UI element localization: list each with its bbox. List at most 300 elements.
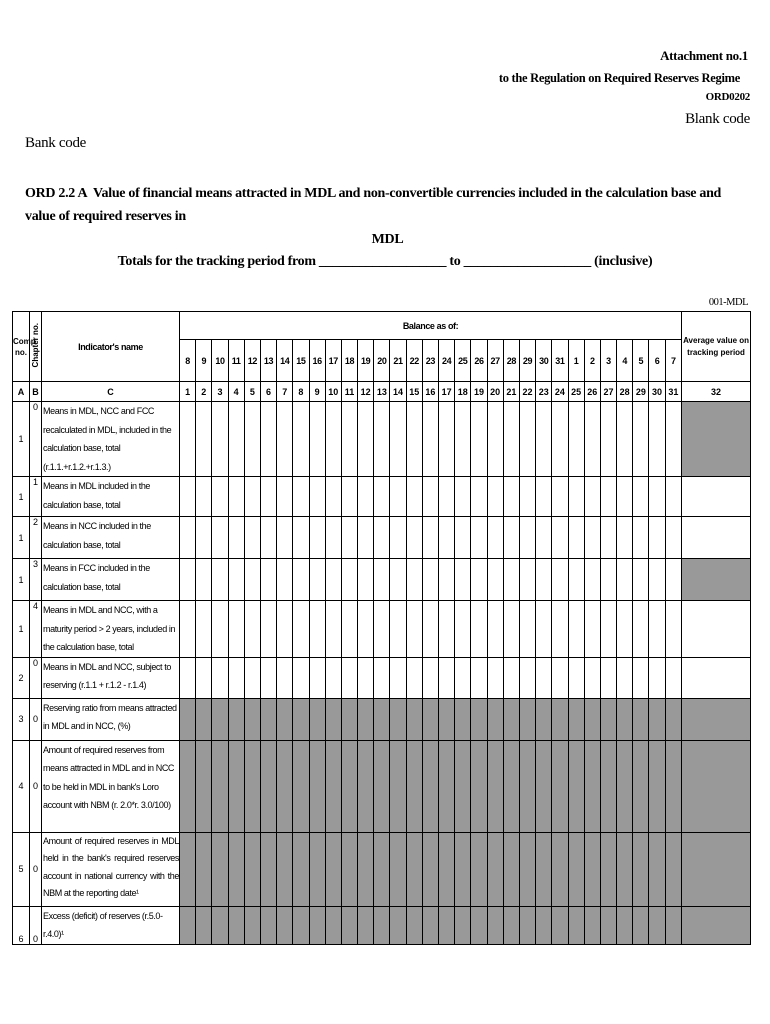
balance-cell[interactable] [633,402,649,477]
balance-cell [519,906,535,944]
balance-cell[interactable] [471,657,487,698]
balance-cell[interactable] [422,559,438,601]
balance-cell[interactable] [600,657,616,698]
balance-cell[interactable] [196,477,212,517]
balance-cell [325,906,341,944]
balance-cell[interactable] [665,657,681,698]
balance-cell[interactable] [325,517,341,559]
balance-cell[interactable] [519,477,535,517]
balance-cell[interactable] [584,657,600,698]
balance-cell[interactable] [455,402,471,477]
balance-cell[interactable] [600,477,616,517]
chapter-no: 1 [30,477,42,517]
balance-cell[interactable] [374,477,390,517]
chapter-no: 0 [30,740,42,832]
balance-cell[interactable] [584,402,600,477]
balance-cell[interactable] [568,657,584,698]
column-number: 6 [260,382,276,402]
balance-cell[interactable] [568,402,584,477]
balance-cell [212,698,228,740]
balance-cell[interactable] [277,559,293,601]
date-header: 9 [196,340,212,382]
balance-cell[interactable] [665,477,681,517]
balance-cell[interactable] [536,559,552,601]
balance-cell[interactable] [228,601,244,658]
balance-cell[interactable] [503,559,519,601]
balance-cell[interactable] [455,601,471,658]
balance-cell[interactable] [180,657,196,698]
balance-cell[interactable] [649,517,665,559]
balance-cell[interactable] [471,601,487,658]
column-number: 26 [584,382,600,402]
balance-cell[interactable] [552,601,568,658]
balance-cell[interactable] [228,559,244,601]
balance-cell[interactable] [341,559,357,601]
balance-cell [649,698,665,740]
table-row [13,601,751,658]
chapter-no: 0 [30,832,42,906]
balance-cell[interactable] [406,559,422,601]
balance-cell[interactable] [325,477,341,517]
date-header: 1 [568,340,584,382]
balance-cell [633,698,649,740]
indicator-name: Means in MDL included in the calculation base, total [42,477,180,517]
balance-cell[interactable] [293,559,309,601]
balance-cell[interactable] [374,601,390,658]
balance-cell[interactable] [471,477,487,517]
balance-cell[interactable] [293,601,309,658]
date-header: 3 [600,340,616,382]
balance-cell[interactable] [228,657,244,698]
balance-cell[interactable] [503,477,519,517]
balance-cell[interactable] [439,477,455,517]
balance-cell[interactable] [519,559,535,601]
column-number: 20 [487,382,503,402]
date-header: 15 [293,340,309,382]
balance-cell[interactable] [196,402,212,477]
average-cell[interactable] [682,517,751,559]
balance-cell[interactable] [260,517,276,559]
balance-cell[interactable] [649,559,665,601]
balance-cell[interactable] [633,477,649,517]
table-row [13,832,751,906]
column-number: 24 [552,382,568,402]
balance-cell[interactable] [600,559,616,601]
balance-cell[interactable] [617,477,633,517]
balance-cell[interactable] [503,517,519,559]
report-table [12,311,751,945]
balance-cell[interactable] [212,402,228,477]
balance-cell[interactable] [439,657,455,698]
comp-no: 1 [13,559,30,601]
balance-cell[interactable] [293,657,309,698]
comp-no: 1 [13,477,30,517]
table-row [13,906,751,944]
balance-cell[interactable] [341,402,357,477]
balance-cell[interactable] [471,402,487,477]
balance-cell [568,906,584,944]
balance-cell[interactable] [649,601,665,658]
balance-cell[interactable] [536,657,552,698]
balance-cell[interactable] [584,477,600,517]
indicator-name: Excess (deficit) of reserves (r.5.0-r.4.0)¹ [42,906,180,944]
balance-cell[interactable] [568,477,584,517]
balance-cell [536,740,552,832]
balance-cell[interactable] [406,402,422,477]
balance-cell[interactable] [584,601,600,658]
balance-cell[interactable] [487,517,503,559]
balance-cell[interactable] [600,601,616,658]
balance-cell [309,906,325,944]
balance-cell[interactable] [406,657,422,698]
balance-cell[interactable] [633,559,649,601]
balance-cell[interactable] [358,402,374,477]
balance-cell[interactable] [309,402,325,477]
balance-cell[interactable] [617,601,633,658]
balance-cell[interactable] [633,517,649,559]
balance-cell [649,740,665,832]
balance-cell[interactable] [536,402,552,477]
balance-cell[interactable] [439,601,455,658]
balance-cell [228,698,244,740]
balance-cell [390,698,406,740]
balance-cell[interactable] [341,477,357,517]
balance-cell[interactable] [390,601,406,658]
balance-cell[interactable] [358,601,374,658]
balance-cell [358,832,374,906]
average-cell [682,559,751,601]
balance-cell[interactable] [358,477,374,517]
column-number: 30 [649,382,665,402]
balance-cell [390,740,406,832]
balance-cell [277,906,293,944]
balance-cell[interactable] [212,517,228,559]
balance-cell[interactable] [325,402,341,477]
indicator-name: Amount of required reserves in MDL held in the bank's required reserves account in national currency with the NBM at the reporting date¹ [42,832,180,906]
balance-cell[interactable] [422,517,438,559]
balance-cell[interactable] [277,657,293,698]
balance-cell[interactable] [325,559,341,601]
balance-cell[interactable] [439,402,455,477]
balance-cell [536,906,552,944]
balance-cell[interactable] [390,517,406,559]
balance-cell[interactable] [390,657,406,698]
balance-cell [228,832,244,906]
balance-cell[interactable] [487,477,503,517]
balance-cell[interactable] [600,517,616,559]
date-header: 30 [536,340,552,382]
balance-cell[interactable] [617,559,633,601]
tracking-period-line: Totals for the tracking period from ___________________ to ___________________ (inclusive) [117,254,653,269]
balance-cell[interactable] [552,657,568,698]
balance-cell[interactable] [665,402,681,477]
balance-cell [244,832,260,906]
balance-cell[interactable] [212,601,228,658]
balance-cell [568,698,584,740]
balance-cell[interactable] [568,601,584,658]
balance-cell[interactable] [293,477,309,517]
balance-cell[interactable] [584,559,600,601]
balance-cell[interactable] [277,601,293,658]
balance-cell[interactable] [519,402,535,477]
balance-cell[interactable] [519,657,535,698]
balance-cell[interactable] [277,402,293,477]
balance-cell[interactable] [293,402,309,477]
balance-cell[interactable] [180,402,196,477]
balance-cell [358,740,374,832]
balance-cell[interactable] [633,601,649,658]
balance-cell[interactable] [212,559,228,601]
comp-no: 6 [13,906,30,944]
balance-cell[interactable] [487,402,503,477]
average-cell[interactable] [682,477,751,517]
balance-cell[interactable] [309,517,325,559]
balance-cell [180,832,196,906]
balance-cell[interactable] [390,477,406,517]
balance-cell[interactable] [260,559,276,601]
balance-cell [374,740,390,832]
balance-cell[interactable] [665,559,681,601]
table-row [13,698,751,740]
balance-cell[interactable] [617,657,633,698]
balance-cell[interactable] [212,657,228,698]
date-header: 13 [260,340,276,382]
balance-cell[interactable] [196,657,212,698]
balance-cell[interactable] [196,517,212,559]
balance-cell [277,832,293,906]
balance-cell[interactable] [309,601,325,658]
date-header: 25 [455,340,471,382]
indicator-name: Reserving ratio from means attracted in MDL and in NCC, (%) [42,698,180,740]
balance-cell [471,832,487,906]
balance-cell[interactable] [212,477,228,517]
balance-cell[interactable] [244,559,260,601]
form-code: ORD0202 [705,91,750,103]
balance-cell[interactable] [244,517,260,559]
balance-cell [552,906,568,944]
balance-cell [374,698,390,740]
column-number: 15 [406,382,422,402]
balance-cell[interactable] [244,601,260,658]
balance-cell[interactable] [228,517,244,559]
balance-cell[interactable] [293,517,309,559]
balance-cell[interactable] [260,477,276,517]
balance-cell[interactable] [487,559,503,601]
balance-cell [293,740,309,832]
column-number: 4 [228,382,244,402]
balance-cell[interactable] [309,559,325,601]
balance-cell[interactable] [455,517,471,559]
chapter-no: 0 [30,657,42,698]
average-header: Average value on tracking period [682,312,751,382]
balance-cell [390,906,406,944]
balance-cell[interactable] [390,559,406,601]
balance-cell[interactable] [228,402,244,477]
balance-cell[interactable] [374,402,390,477]
balance-cell[interactable] [196,559,212,601]
balance-cell[interactable] [374,559,390,601]
balance-cell[interactable] [471,517,487,559]
balance-cell [584,698,600,740]
balance-cell[interactable] [341,657,357,698]
balance-cell[interactable] [552,477,568,517]
date-header: 16 [309,340,325,382]
balance-cell[interactable] [552,402,568,477]
balance-cell[interactable] [244,477,260,517]
balance-cell [633,740,649,832]
balance-cell [503,906,519,944]
balance-cell[interactable] [180,477,196,517]
balance-cell [196,832,212,906]
balance-cell[interactable] [341,601,357,658]
balance-cell[interactable] [519,601,535,658]
balance-cell [325,832,341,906]
balance-cell [293,906,309,944]
balance-cell [422,832,438,906]
balance-cell[interactable] [503,601,519,658]
column-number: 11 [341,382,357,402]
balance-cell [617,906,633,944]
balance-cell [196,698,212,740]
balance-cell[interactable] [374,517,390,559]
balance-cell [600,906,616,944]
column-numbers-row [13,382,751,402]
title-text-line2: MDL [371,232,404,247]
balance-cell[interactable] [455,657,471,698]
balance-cell[interactable] [244,657,260,698]
balance-cell [665,832,681,906]
date-header: 17 [325,340,341,382]
chapter-no: 2 [30,517,42,559]
balance-cell[interactable] [390,402,406,477]
date-header: 2 [584,340,600,382]
balance-cell[interactable] [536,477,552,517]
balance-cell[interactable] [260,402,276,477]
balance-cell[interactable] [228,477,244,517]
balance-cell[interactable] [422,477,438,517]
column-letter: A [13,382,30,402]
balance-cell [487,740,503,832]
balance-cell [600,740,616,832]
date-header: 28 [503,340,519,382]
balance-cell[interactable] [649,402,665,477]
column-number: 16 [422,382,438,402]
chapter-no: 0 [30,402,42,477]
indicator-name: Means in MDL, NCC and FCC recalculated in MDL, included in the calculation base, total (r.1.1.+r.1.2.+r.1.3.) [42,402,180,477]
balance-cell[interactable] [568,517,584,559]
date-header: 6 [649,340,665,382]
balance-cell[interactable] [519,517,535,559]
balance-cell[interactable] [439,517,455,559]
balance-cell[interactable] [325,601,341,658]
balance-cell[interactable] [196,601,212,658]
balance-cell[interactable] [277,517,293,559]
balance-cell[interactable] [244,402,260,477]
balance-cell[interactable] [309,477,325,517]
balance-cell[interactable] [487,601,503,658]
balance-cell[interactable] [455,559,471,601]
column-number: 17 [439,382,455,402]
balance-cell[interactable] [277,477,293,517]
balance-cell[interactable] [617,517,633,559]
balance-cell[interactable] [665,517,681,559]
balance-cell [503,740,519,832]
average-cell[interactable] [682,657,751,698]
balance-cell[interactable] [584,517,600,559]
date-header: 22 [406,340,422,382]
balance-cell[interactable] [568,559,584,601]
balance-cell[interactable] [600,402,616,477]
balance-cell[interactable] [649,657,665,698]
balance-cell[interactable] [358,559,374,601]
balance-cell[interactable] [617,402,633,477]
balance-cell[interactable] [406,517,422,559]
balance-cell[interactable] [439,559,455,601]
balance-cell[interactable] [471,559,487,601]
balance-cell[interactable] [180,559,196,601]
balance-cell [228,906,244,944]
balance-cell[interactable] [180,517,196,559]
balance-cell[interactable] [422,601,438,658]
balance-cell [260,740,276,832]
date-header: 5 [633,340,649,382]
balance-cell[interactable] [422,402,438,477]
balance-cell[interactable] [552,517,568,559]
balance-cell[interactable] [260,601,276,658]
balance-cell [325,698,341,740]
balance-cell[interactable] [503,657,519,698]
balance-cell [633,832,649,906]
balance-cell [471,906,487,944]
balance-cell[interactable] [665,601,681,658]
balance-cell[interactable] [455,477,471,517]
balance-cell[interactable] [536,601,552,658]
balance-cell[interactable] [374,657,390,698]
balance-cell [228,740,244,832]
balance-cell[interactable] [487,657,503,698]
balance-cell [406,740,422,832]
balance-cell[interactable] [358,517,374,559]
balance-cell[interactable] [309,657,325,698]
column-number: 3 [212,382,228,402]
balance-cell[interactable] [180,601,196,658]
balance-cell [196,740,212,832]
balance-cell [196,906,212,944]
balance-cell[interactable] [633,657,649,698]
average-cell[interactable] [682,601,751,658]
balance-cell [503,832,519,906]
balance-cell[interactable] [649,477,665,517]
balance-cell [422,698,438,740]
balance-cell[interactable] [552,559,568,601]
date-header: 10 [212,340,228,382]
balance-cell[interactable] [341,517,357,559]
balance-cell [341,906,357,944]
balance-cell[interactable] [536,517,552,559]
balance-cell [180,906,196,944]
balance-cell[interactable] [422,657,438,698]
balance-cell [212,906,228,944]
balance-cell [358,698,374,740]
balance-cell[interactable] [325,657,341,698]
balance-cell [600,698,616,740]
balance-cell[interactable] [503,402,519,477]
balance-cell [374,906,390,944]
balance-cell[interactable] [260,657,276,698]
balance-cell[interactable] [358,657,374,698]
balance-cell[interactable] [406,601,422,658]
balance-cell[interactable] [406,477,422,517]
